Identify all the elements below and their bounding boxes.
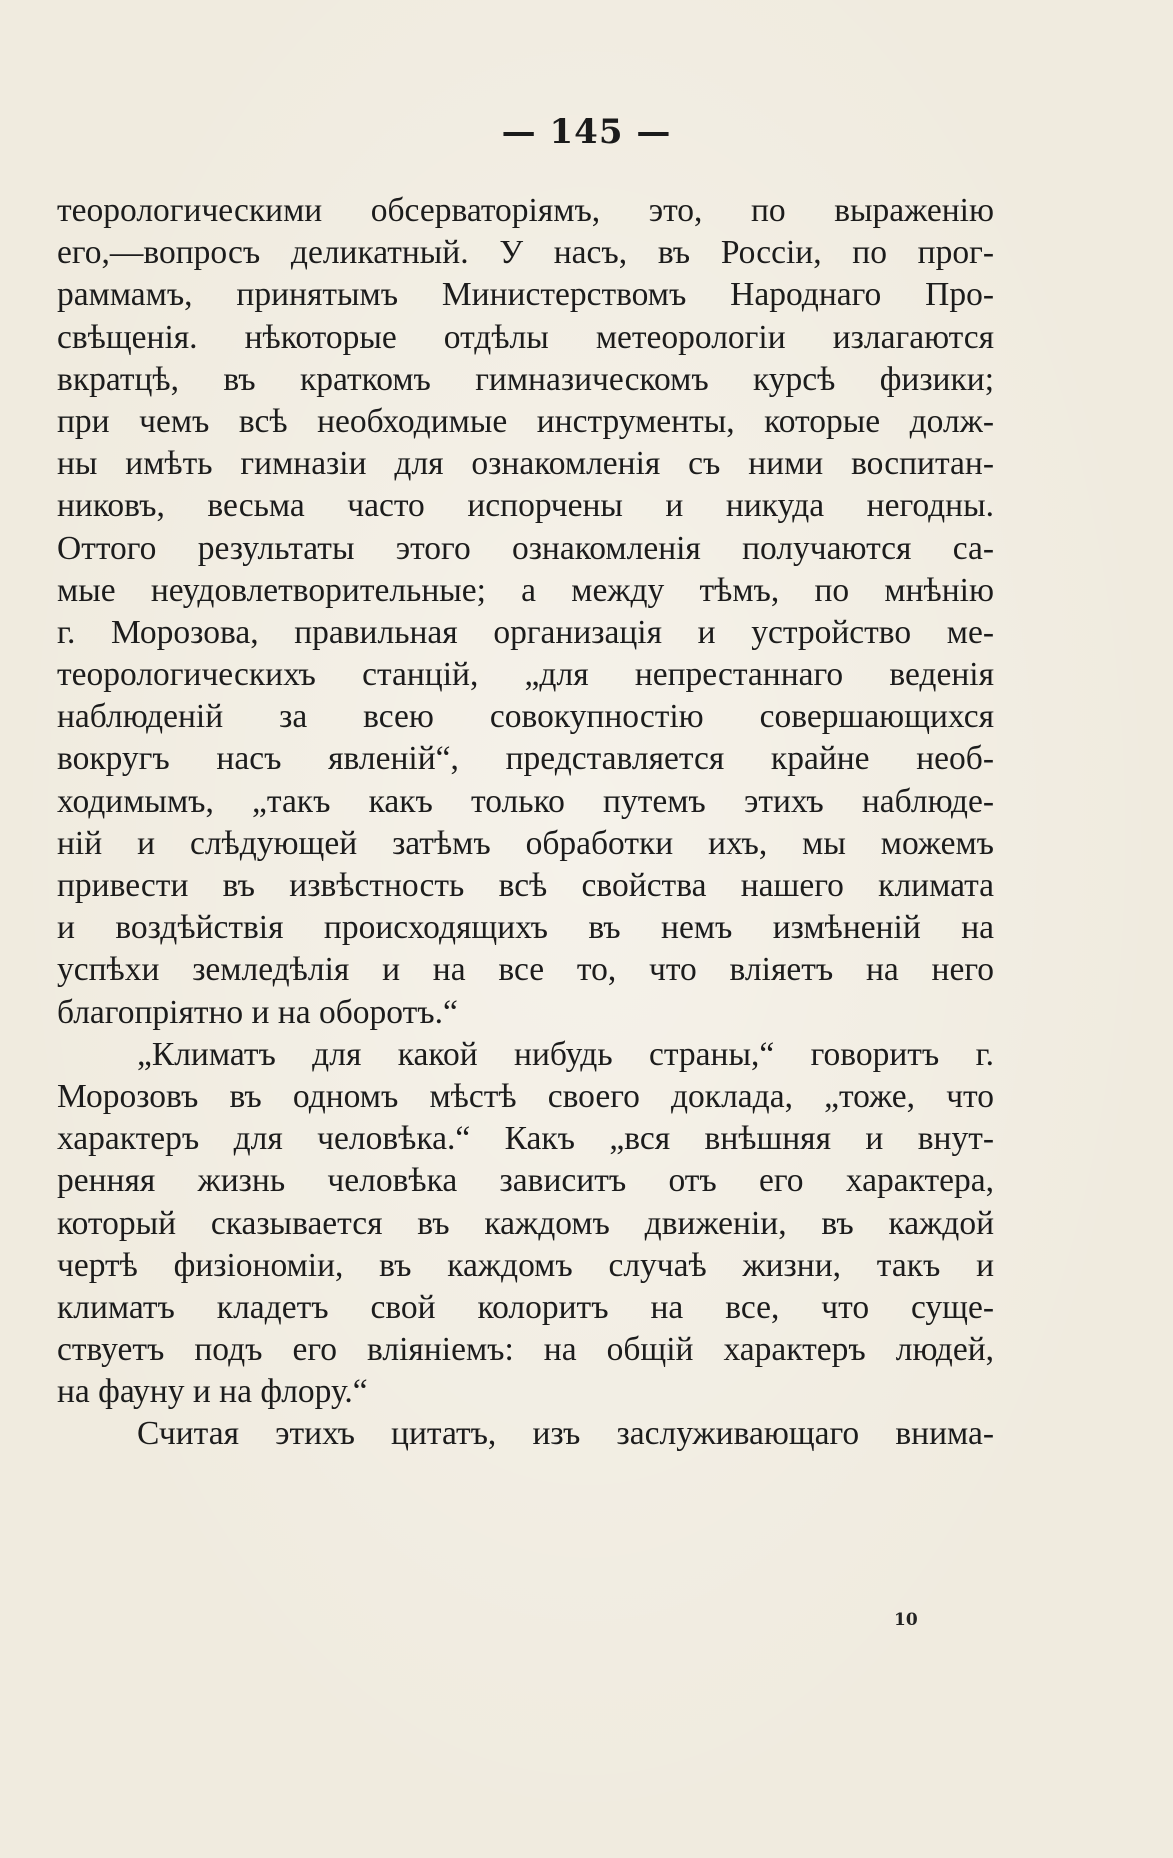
text-line: чертѣ физіономіи, въ каждомъ случаѣ жизни, такъ и [57,1246,994,1284]
text-line: раммамъ, принятымъ Министерствомъ Народнаго Про- [57,276,994,314]
text-line: ходимымъ, „такъ какъ только путемъ этихъ наблюде- [57,782,994,820]
text-line: климатъ кладетъ свой колоритъ на все, что суще- [57,1288,994,1326]
text-line: г. Морозова, правильная организація и устройство ме- [57,613,994,651]
page-number: — 145 — [501,112,672,152]
text-line: „Климатъ для какой нибудь страны,“ говоритъ г. [137,1035,994,1073]
text-line: ствуетъ подъ его вліяніемъ: на общій характеръ людей, [57,1331,994,1369]
text-line: Считая этихъ цитатъ, изъ заслуживающаго внима- [137,1415,994,1453]
text-line: мые неудовлетворительные; а между тѣмъ, по мнѣнію [57,571,994,609]
text-line: свѣщенія. нѣкоторые отдѣлы метеорологіи излагаются [57,318,994,356]
text-line: который сказывается въ каждомъ движеніи, въ каждой [57,1204,994,1242]
text-line: вокругъ насъ явленій“, представляется крайне необ- [57,740,994,778]
text-line: ны имѣть гимназіи для ознакомленія съ ними воспитан- [57,445,994,483]
text-line: наблюденій за всею совокупностію совершающихся [57,698,994,736]
text-line: ній и слѣдующей затѣмъ обработки ихъ, мы можемъ [57,824,994,862]
text-line: успѣхи земледѣлія и на все то, что вліяетъ на него [57,951,994,989]
text-line: никовъ, весьма часто испорчены и никуда негодны. [57,487,994,525]
text-line: ренняя жизнь человѣка зависитъ отъ его характера, [57,1162,994,1200]
text-line: на фауну и на флору.“ [57,1373,368,1411]
text-line: теорологическими обсерваторіямъ, это, по выраженію [57,192,994,229]
body-text [57,190,994,1456]
signature-mark: 10 [894,1610,918,1630]
text-line: привести въ извѣстность всѣ свойства нашего климата [57,867,994,904]
text-line: теорологическихъ станцій, „для непрестаннаго веденія [57,656,994,694]
text-line: благопріятно и на оборотъ.“ [57,993,458,1031]
text-line: Морозовъ въ одномъ мѣстѣ своего доклада, „тоже, что [57,1077,994,1115]
text-line: и воздѣйствія происходящихъ въ немъ измѣненій на [57,909,994,947]
text-line: Оттого результаты этого ознакомленія получаются са- [57,529,994,567]
text-line: вкратцѣ, въ краткомъ гимназическомъ курсѣ физики; [57,360,994,398]
text-line: характеръ для человѣка.“ Какъ „вся внѣшняя и внут- [57,1120,994,1158]
text-line: при чемъ всѣ необходимые инструменты, которые долж- [57,402,994,440]
text-line: его,—вопросъ деликатный. У насъ, въ Россіи, по прог- [57,234,994,272]
